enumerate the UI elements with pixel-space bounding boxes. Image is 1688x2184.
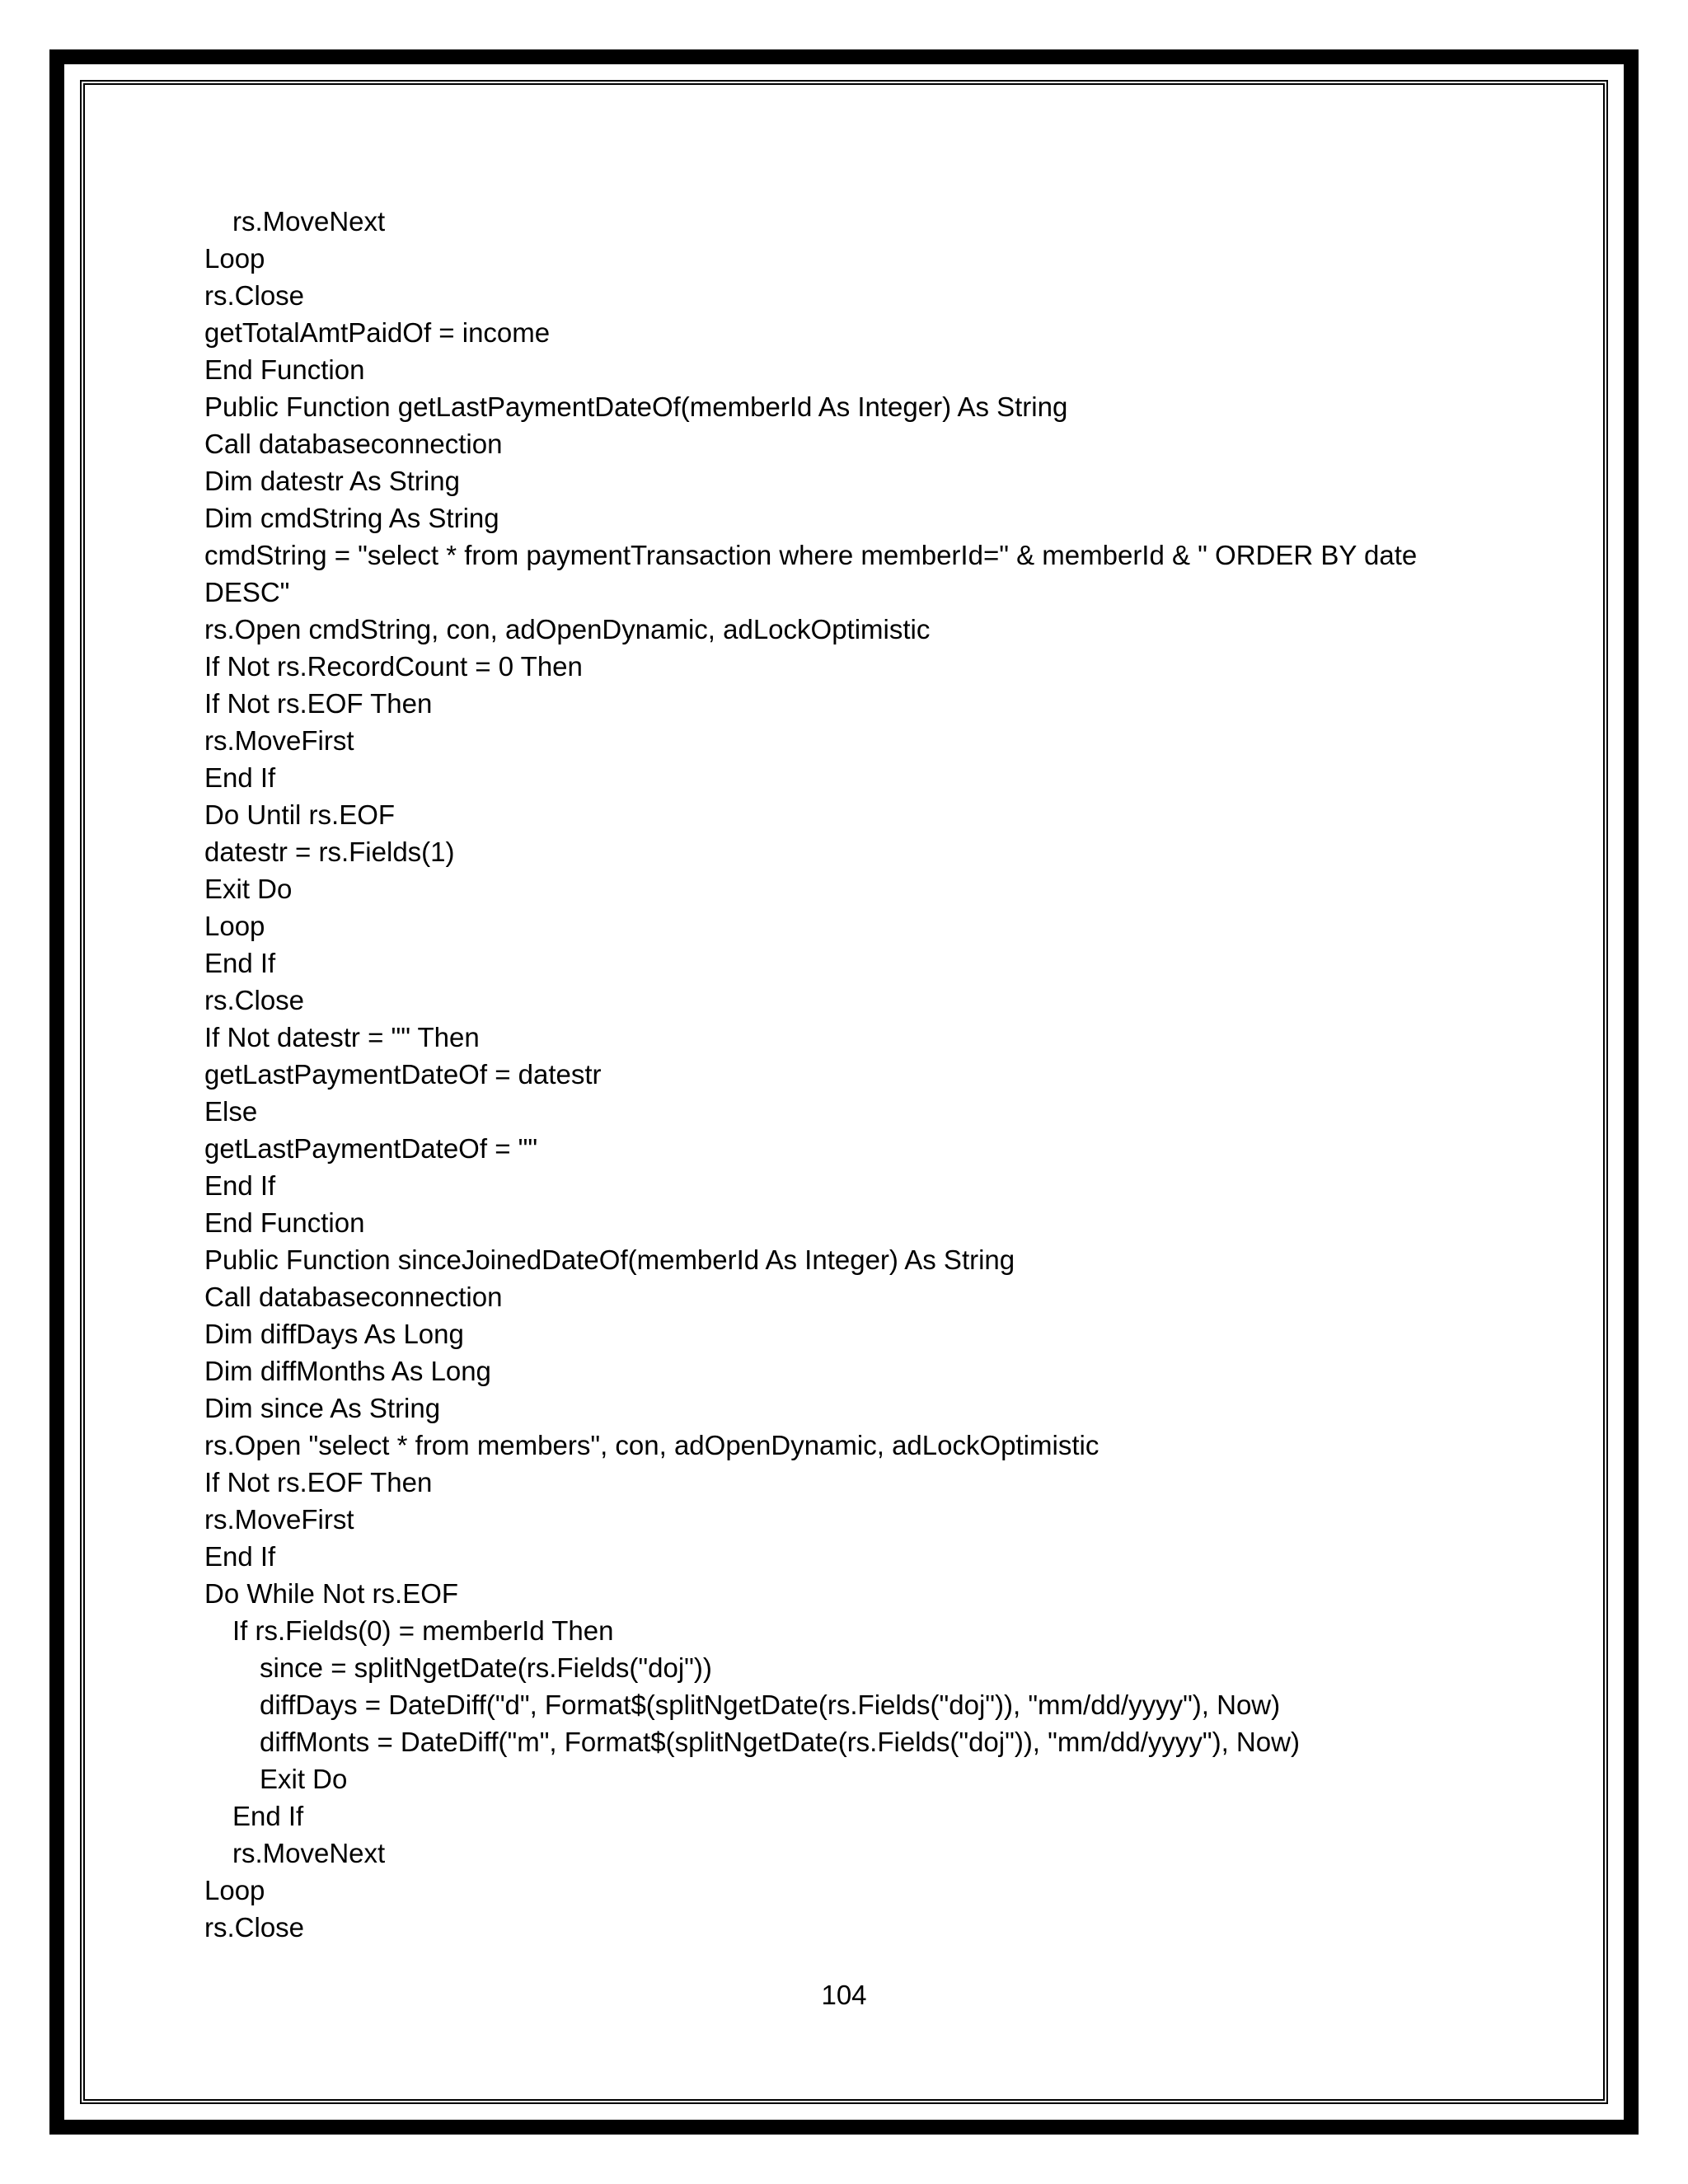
code-line: If Not rs.EOF Then bbox=[204, 688, 433, 719]
code-line: Exit Do bbox=[260, 1764, 348, 1794]
code-line: Loop bbox=[204, 1875, 265, 1905]
code-line: diffMonts = DateDiff("m", Format$(splitNgetDate(rs.Fields("doj")), "mm/dd/yyyy"), Now) bbox=[260, 1727, 1300, 1757]
code-line: Dim diffDays As Long bbox=[204, 1319, 464, 1349]
code-line: Dim diffMonths As Long bbox=[204, 1356, 491, 1386]
code-line: Call databaseconnection bbox=[204, 1282, 503, 1312]
code-line: End Function bbox=[204, 1207, 365, 1238]
code-line: Do While Not rs.EOF bbox=[204, 1578, 459, 1609]
code-line: since = splitNgetDate(rs.Fields("doj")) bbox=[260, 1652, 712, 1683]
code-line: Loop bbox=[204, 911, 265, 941]
code-line: rs.Open cmdString, con, adOpenDynamic, adLockOptimistic bbox=[204, 614, 931, 644]
code-line: rs.Open "select * from members", con, adOpenDynamic, adLockOptimistic bbox=[204, 1430, 1100, 1460]
code-line: getLastPaymentDateOf = datestr bbox=[204, 1059, 602, 1090]
code-line: Public Function getLastPaymentDateOf(memberId As Integer) As String bbox=[204, 391, 1068, 422]
code-line: If Not datestr = "" Then bbox=[204, 1022, 480, 1052]
code-line: rs.Close bbox=[204, 1912, 305, 1943]
code-line: DESC" bbox=[204, 577, 290, 607]
code-line: Public Function sinceJoinedDateOf(memberId As Integer) As String bbox=[204, 1244, 1015, 1275]
code-line: Loop bbox=[204, 243, 265, 274]
code-line: getLastPaymentDateOf = "" bbox=[204, 1133, 538, 1164]
code-line: If Not rs.EOF Then bbox=[204, 1467, 433, 1497]
code-line: rs.MoveNext bbox=[232, 206, 386, 237]
code-line: rs.MoveFirst bbox=[204, 1504, 354, 1535]
code-line: If Not rs.RecordCount = 0 Then bbox=[204, 651, 583, 682]
code-line: End If bbox=[204, 762, 276, 793]
code-line: Exit Do bbox=[204, 874, 293, 904]
code-line: rs.Close bbox=[204, 280, 305, 311]
code-listing bbox=[204, 203, 1490, 1946]
code-line: End If bbox=[204, 1170, 276, 1201]
code-line: End If bbox=[204, 1541, 276, 1572]
code-line: diffDays = DateDiff("d", Format$(splitNgetDate(rs.Fields("doj")), "mm/dd/yyyy"), Now) bbox=[260, 1690, 1281, 1720]
code-line: End If bbox=[232, 1801, 304, 1831]
code-line: getTotalAmtPaidOf = income bbox=[204, 317, 551, 348]
code-line: Dim datestr As String bbox=[204, 466, 460, 496]
code-line: Dim cmdString As String bbox=[204, 503, 499, 533]
code-line: rs.MoveFirst bbox=[204, 725, 354, 756]
code-line: End If bbox=[204, 948, 276, 978]
code-line: rs.Close bbox=[204, 985, 305, 1015]
code-line: If rs.Fields(0) = memberId Then bbox=[232, 1615, 614, 1646]
code-line: Else bbox=[204, 1096, 258, 1127]
code-line: Dim since As String bbox=[204, 1393, 441, 1423]
page-number: 104 bbox=[821, 1980, 867, 2010]
code-line: Call databaseconnection bbox=[204, 429, 503, 459]
code-line: Do Until rs.EOF bbox=[204, 799, 396, 830]
code-line: cmdString = "select * from paymentTransaction where memberId=" & memberId & " ORDER BY date bbox=[204, 540, 1418, 570]
code-line: rs.MoveNext bbox=[232, 1838, 386, 1868]
code-line: datestr = rs.Fields(1) bbox=[204, 837, 455, 867]
code-line: End Function bbox=[204, 354, 365, 385]
